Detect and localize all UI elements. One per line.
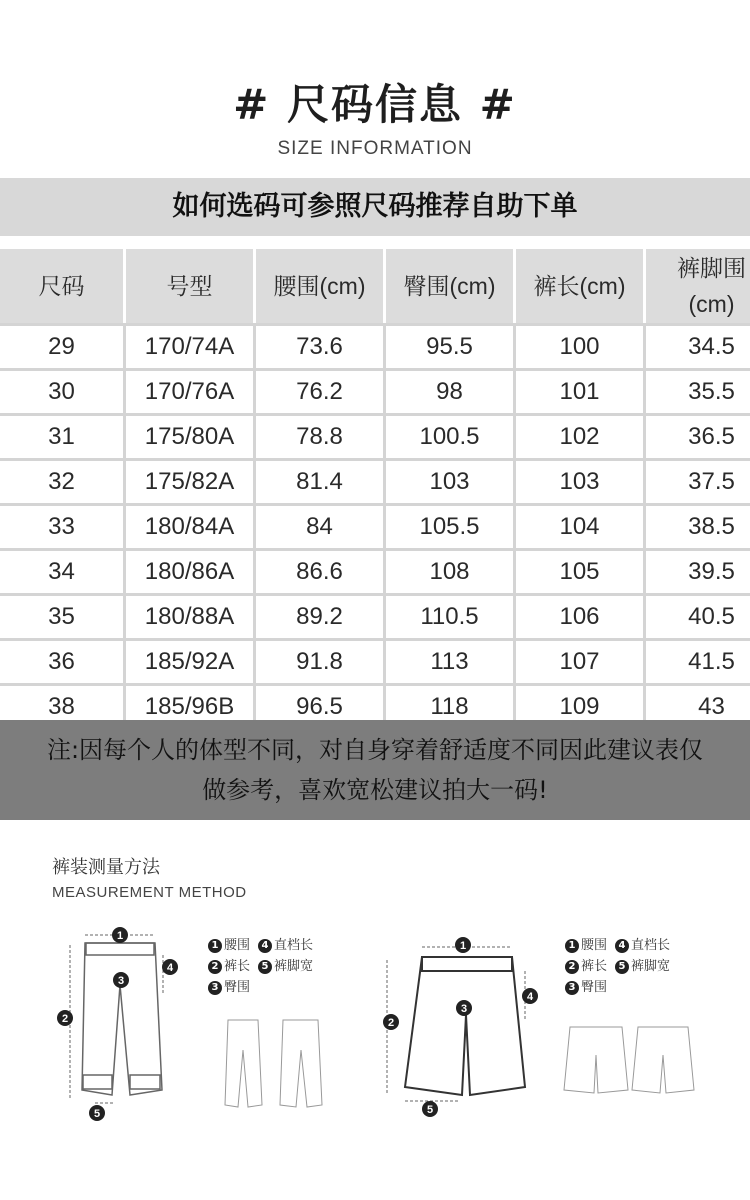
table-header-row: [0, 249, 750, 323]
shorts-marker-hem: 5: [426, 1104, 434, 1116]
shorts-legend-waist: 腰围: [581, 938, 608, 953]
table-row: [0, 593, 750, 638]
note-line-1: 注:因每个人的体型不同，对自身穿着舒适度不同因此建议表仅: [46, 736, 704, 764]
measurement-diagram: [0, 915, 750, 1145]
cell-hip: 108: [386, 548, 516, 593]
legend-length: 裤长: [224, 959, 251, 974]
cell-size: 34: [0, 548, 126, 593]
cell-hem: 40.5: [646, 593, 750, 638]
page-title: # 尺码信息 #: [233, 80, 517, 129]
cell-waist: 91.8: [256, 638, 386, 683]
size-guide-banner: 如何选码可参照尺码推荐自助下单: [0, 178, 750, 236]
shorts-legend-num-2: 2: [565, 960, 579, 974]
marker-length: 2: [61, 1013, 69, 1025]
shorts-marker-hip: 3: [460, 1003, 468, 1015]
cell-length: 107: [516, 638, 646, 683]
legend-num-3: 3: [208, 981, 222, 995]
cell-hip: 103: [386, 458, 516, 503]
cell-waist: 73.6: [256, 323, 386, 368]
shorts-legend-length: 裤长: [581, 959, 608, 974]
cell-waist: 84: [256, 503, 386, 548]
shorts-legend-hip: 臀围: [581, 980, 608, 995]
cell-hip: 113: [386, 638, 516, 683]
legend-waist: 腰围: [224, 938, 251, 953]
cell-hem: 38.5: [646, 503, 750, 548]
cell-hem: 36.5: [646, 413, 750, 458]
cell-fit: 175/82A: [126, 458, 256, 503]
shorts-legend-num-3: 3: [565, 981, 579, 995]
cell-length: 109: [516, 683, 646, 731]
cell-waist: 81.4: [256, 458, 386, 503]
legend-num-5: 5: [258, 960, 272, 974]
note-line-2: 做参考，喜欢宽松建议拍大一码!: [202, 776, 548, 804]
shorts-marker-length: 2: [387, 1017, 395, 1029]
header-waist: 腰围(cm): [256, 249, 386, 323]
header-length: 裤长(cm): [516, 249, 646, 323]
method-title: 裤装测量方法: [52, 857, 160, 878]
page-subtitle: SIZE INFORMATION: [277, 138, 473, 159]
cell-size: 32: [0, 458, 126, 503]
cell-fit: 185/92A: [126, 638, 256, 683]
cell-hem: 37.5: [646, 458, 750, 503]
cell-waist: 96.5: [256, 683, 386, 731]
method-subtitle: MEASUREMENT METHOD: [52, 884, 247, 901]
marker-crotch: 4: [166, 962, 174, 974]
cell-fit: 175/80A: [126, 413, 256, 458]
cell-waist: 76.2: [256, 368, 386, 413]
cell-hip: 100.5: [386, 413, 516, 458]
shorts-marker-waist: 1: [459, 940, 467, 952]
cell-hem: 43: [646, 683, 750, 731]
cell-length: 105: [516, 548, 646, 593]
marker-waist: 1: [116, 930, 124, 942]
shorts-marker-crotch: 4: [526, 991, 534, 1003]
shorts-legend-crotch: 直档长: [631, 938, 671, 953]
legend-crotch: 直档长: [274, 938, 314, 953]
table-row: [0, 368, 750, 413]
size-table: [0, 249, 750, 731]
cell-size: 33: [0, 503, 126, 548]
marker-hem: 5: [93, 1108, 101, 1120]
cell-length: 100: [516, 323, 646, 368]
cell-length: 101: [516, 368, 646, 413]
table-row: [0, 413, 750, 458]
cell-hem: 39.5: [646, 548, 750, 593]
shorts-legend: [565, 935, 670, 998]
cell-size: 29: [0, 323, 126, 368]
long-pants-drawing: [82, 943, 162, 1095]
cell-fit: 180/88A: [126, 593, 256, 638]
table-row: [0, 548, 750, 593]
long-pants-thumbnails: [225, 1020, 322, 1107]
cell-length: 102: [516, 413, 646, 458]
header-size: 尺码: [0, 249, 126, 323]
cell-waist: 86.6: [256, 548, 386, 593]
cell-length: 103: [516, 458, 646, 503]
cell-hip: 98: [386, 368, 516, 413]
cell-size: 36: [0, 638, 126, 683]
marker-hip: 3: [117, 975, 125, 987]
cell-fit: 170/76A: [126, 368, 256, 413]
cell-length: 106: [516, 593, 646, 638]
cell-fit: 170/74A: [126, 323, 256, 368]
long-pants-legend: [208, 935, 313, 998]
legend-num-4: 4: [258, 939, 272, 953]
cell-hem: 34.5: [646, 323, 750, 368]
cell-size: 31: [0, 413, 126, 458]
cell-length: 104: [516, 503, 646, 548]
table-row: [0, 638, 750, 683]
shorts-legend-num-4: 4: [615, 939, 629, 953]
cell-hip: 95.5: [386, 323, 516, 368]
cell-hip: 105.5: [386, 503, 516, 548]
cell-hip: 110.5: [386, 593, 516, 638]
cell-fit: 180/84A: [126, 503, 256, 548]
cell-fit: 185/96B: [126, 683, 256, 731]
legend-hem: 裤脚宽: [274, 959, 314, 974]
cell-hem: 41.5: [646, 638, 750, 683]
shorts-legend-hem: 裤脚宽: [631, 959, 671, 974]
shorts-drawing: [405, 957, 525, 1095]
header-hip: 臀围(cm): [386, 249, 516, 323]
legend-num-2: 2: [208, 960, 222, 974]
header-hem: 裤脚围 (cm): [646, 249, 750, 323]
cell-hip: 118: [386, 683, 516, 731]
table-row: [0, 323, 750, 368]
shorts-legend-num-5: 5: [615, 960, 629, 974]
cell-size: 30: [0, 368, 126, 413]
cell-fit: 180/86A: [126, 548, 256, 593]
table-row: [0, 458, 750, 503]
shorts-thumbnails: [564, 1027, 694, 1093]
legend-num-1: 1: [208, 939, 222, 953]
cell-waist: 78.8: [256, 413, 386, 458]
table-row: [0, 503, 750, 548]
cell-size: 38: [0, 683, 126, 731]
header-fit: 号型: [126, 249, 256, 323]
legend-hip: 臀围: [224, 980, 251, 995]
shorts-legend-num-1: 1: [565, 939, 579, 953]
cell-hem: 35.5: [646, 368, 750, 413]
fit-note: [0, 720, 750, 820]
cell-waist: 89.2: [256, 593, 386, 638]
cell-size: 35: [0, 593, 126, 638]
